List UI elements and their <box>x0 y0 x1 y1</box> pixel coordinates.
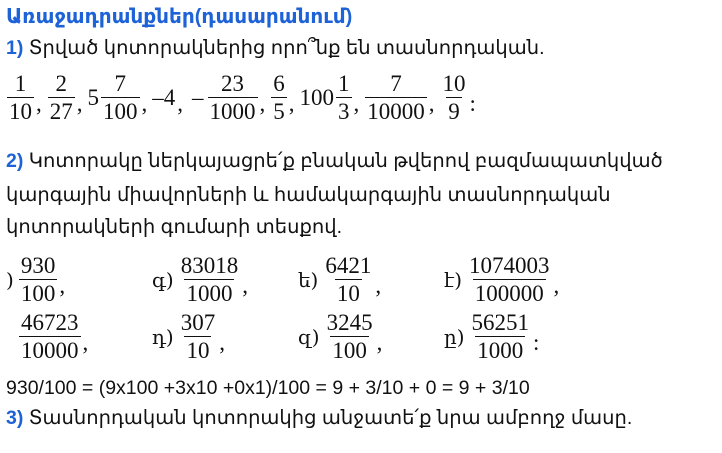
task-1-item-5-fraction <box>208 72 258 123</box>
task-2-exercise-5-separator: , <box>82 330 89 355</box>
task-1-item-3-fraction <box>101 72 140 123</box>
task-2-exercise-6-fraction-denominator: 10 <box>186 338 210 363</box>
task-2-exercise-4-separator: , <box>553 273 560 298</box>
task-2-exercise-1-separator: , <box>59 273 66 298</box>
task-2-exercise-2-fraction <box>179 254 241 305</box>
task-2-exercise-8-fraction-numerator: 56251 <box>471 310 530 335</box>
task-1-item-7-fraction-denominator: 3 <box>338 99 350 124</box>
task-1-item-1-fraction <box>7 72 34 123</box>
task-2-exercise-4 <box>444 254 564 305</box>
task-2-exercise-8-fraction <box>470 311 532 362</box>
task-2-exercise-2 <box>152 254 253 305</box>
task-1-item-4-separator: , <box>177 91 183 116</box>
task-2-exercise-1-fraction-numerator: 930 <box>20 253 56 278</box>
task-2-exercise-2-separator: , <box>242 273 248 298</box>
task-2-exercise-3-fraction-denominator: 10 <box>336 281 360 306</box>
task-2-exercise-3-fraction <box>323 254 373 305</box>
task-2-exercise-7-label: զ) <box>298 324 320 349</box>
task-2-exercise-4-label: է) <box>444 267 462 292</box>
task-1-statement <box>6 36 545 60</box>
task-2-example-formula: 930/100 = (9x100 +3x10 +0x1)/100 = 9 + 3/10 + 0 = 9 + 3/10 <box>6 377 530 399</box>
page-heading: Առաջադրանքներ(դասարանում) <box>6 6 353 28</box>
task-2-exercise-7-fraction-denominator: 100 <box>332 338 367 363</box>
task-1-item-2-fraction-denominator: 27 <box>49 99 73 124</box>
task-1-item-9-fraction-denominator: 9 <box>448 99 460 124</box>
task-2-exercise-6-label: դ) <box>152 324 174 349</box>
task-1-item-7-whole: 100 <box>299 84 334 110</box>
task-2-exercise-3-fraction-numerator: 6421 <box>325 253 372 278</box>
task-2-exercise-6-fraction <box>179 311 218 362</box>
task-1-item-3-whole: 5 <box>87 84 99 110</box>
task-1-item-7-fraction <box>336 72 352 123</box>
task-3-text: Տասնորդական կոտորակից անջատե՛ք նրա ամբողջ մասը. <box>28 407 633 429</box>
task-2-exercise-4-fraction-denominator: 100000 <box>474 281 544 306</box>
task-2-exercise-8-label: ը) <box>444 324 465 349</box>
task-2-text-line-3: կոտորակների գումարի տեսքով. <box>6 216 343 238</box>
task-2-exercise-6-fraction-numerator: 307 <box>180 310 216 335</box>
task-2-text-line-2: կարգային միավորների և համակարգային տասնորդական <box>6 184 611 206</box>
task-2-exercise-5-fraction <box>19 311 81 362</box>
task-2-exercise-8-fraction-denominator: 1000 <box>477 338 524 363</box>
task-1-item-3-separator: , <box>141 91 148 116</box>
task-1-item-5-sign: – <box>192 84 204 110</box>
task-2-number: 2) <box>6 150 24 172</box>
task-3-number: 3) <box>6 407 24 429</box>
task-1-item-6-fraction-numerator: 6 <box>273 71 285 96</box>
task-2-text-line-1: Կոտորակը ներկայացրե՛ք բնական թվերով բազմապատկված <box>28 150 663 172</box>
task-1-item-7-fraction-numerator: 1 <box>338 71 350 96</box>
task-2-statement-line-1 <box>6 149 663 173</box>
task-1-item-2-separator: , <box>76 91 83 116</box>
task-2-exercise-5-fraction-denominator: 10000 <box>21 338 79 363</box>
task-2-exercise-6 <box>152 311 230 362</box>
task-1-item-1-separator: , <box>36 91 42 116</box>
task-1-item-4-integer: –4 <box>152 84 176 110</box>
task-2-exercise-3-label: ե) <box>298 267 319 292</box>
task-1-item-9-fraction-numerator: 10 <box>442 71 466 96</box>
task-2-exercise-7-fraction-numerator: 3245 <box>326 310 373 335</box>
task-1-number: 1) <box>6 37 24 59</box>
task-2-exercise-1-fraction-denominator: 100 <box>20 281 56 306</box>
task-1-item-8-fraction <box>365 72 427 123</box>
task-1-item-8-separator: , <box>428 91 435 116</box>
task-1-item-1-fraction-numerator: 1 <box>14 71 27 96</box>
task-1-item-6-fraction <box>271 72 287 123</box>
task-1-item-5-separator: , <box>259 91 266 116</box>
task-1-item-5-fraction-denominator: 1000 <box>209 99 256 124</box>
task-2-exercise-3-separator: , <box>375 273 382 298</box>
task-1-item-9-separator: : <box>469 91 476 116</box>
task-1-fraction-list <box>6 72 481 123</box>
task-2-exercise-8 <box>444 311 544 362</box>
task-1-item-3-fraction-denominator: 100 <box>103 99 138 124</box>
task-2-exercise-7 <box>298 311 387 362</box>
task-2-exercise-7-fraction <box>325 311 375 362</box>
task-1-item-3-fraction-numerator: 7 <box>114 71 126 96</box>
task-1-item-7-separator: , <box>353 91 360 116</box>
task-2-exercise-3 <box>298 254 386 305</box>
task-2-exercise-1-fraction <box>19 254 58 305</box>
task-1-item-1-fraction-denominator: 10 <box>9 99 32 124</box>
task-2-exercise-6-separator: , <box>219 330 225 355</box>
task-2-exercise-4-fraction <box>467 254 552 305</box>
task-1-item-8-fraction-denominator: 10000 <box>367 99 425 124</box>
task-1-item-8-fraction-numerator: 7 <box>390 71 402 96</box>
task-1-text: Տրված կոտորակներից որո՞նք են տասնորդական. <box>28 37 545 59</box>
task-2-exercise-4-fraction-numerator: 1074003 <box>469 253 550 278</box>
task-1-item-5-fraction-numerator: 23 <box>221 71 244 96</box>
task-2-exercise-2-label: գ) <box>152 267 174 292</box>
task-2-exercise-2-fraction-denominator: 1000 <box>186 281 233 306</box>
task-3-statement <box>6 406 632 430</box>
task-2-exercise-7-separator: , <box>376 330 383 355</box>
task-1-item-9-fraction <box>441 72 468 123</box>
task-1-item-2-fraction-numerator: 2 <box>55 71 67 96</box>
task-2-exercise-2-fraction-numerator: 83018 <box>180 253 239 278</box>
task-1-item-6-separator: , <box>288 91 295 116</box>
task-1-item-6-fraction-denominator: 5 <box>273 99 285 124</box>
task-2-exercise-1 <box>6 254 70 305</box>
task-2-exercise-1-label: ) <box>6 267 14 292</box>
task-2-exercise-5 <box>18 311 93 362</box>
task-2-exercise-5-fraction-numerator: 46723 <box>21 310 79 335</box>
task-2-exercise-8-separator: : <box>533 330 540 355</box>
task-1-item-2-fraction <box>48 72 75 123</box>
